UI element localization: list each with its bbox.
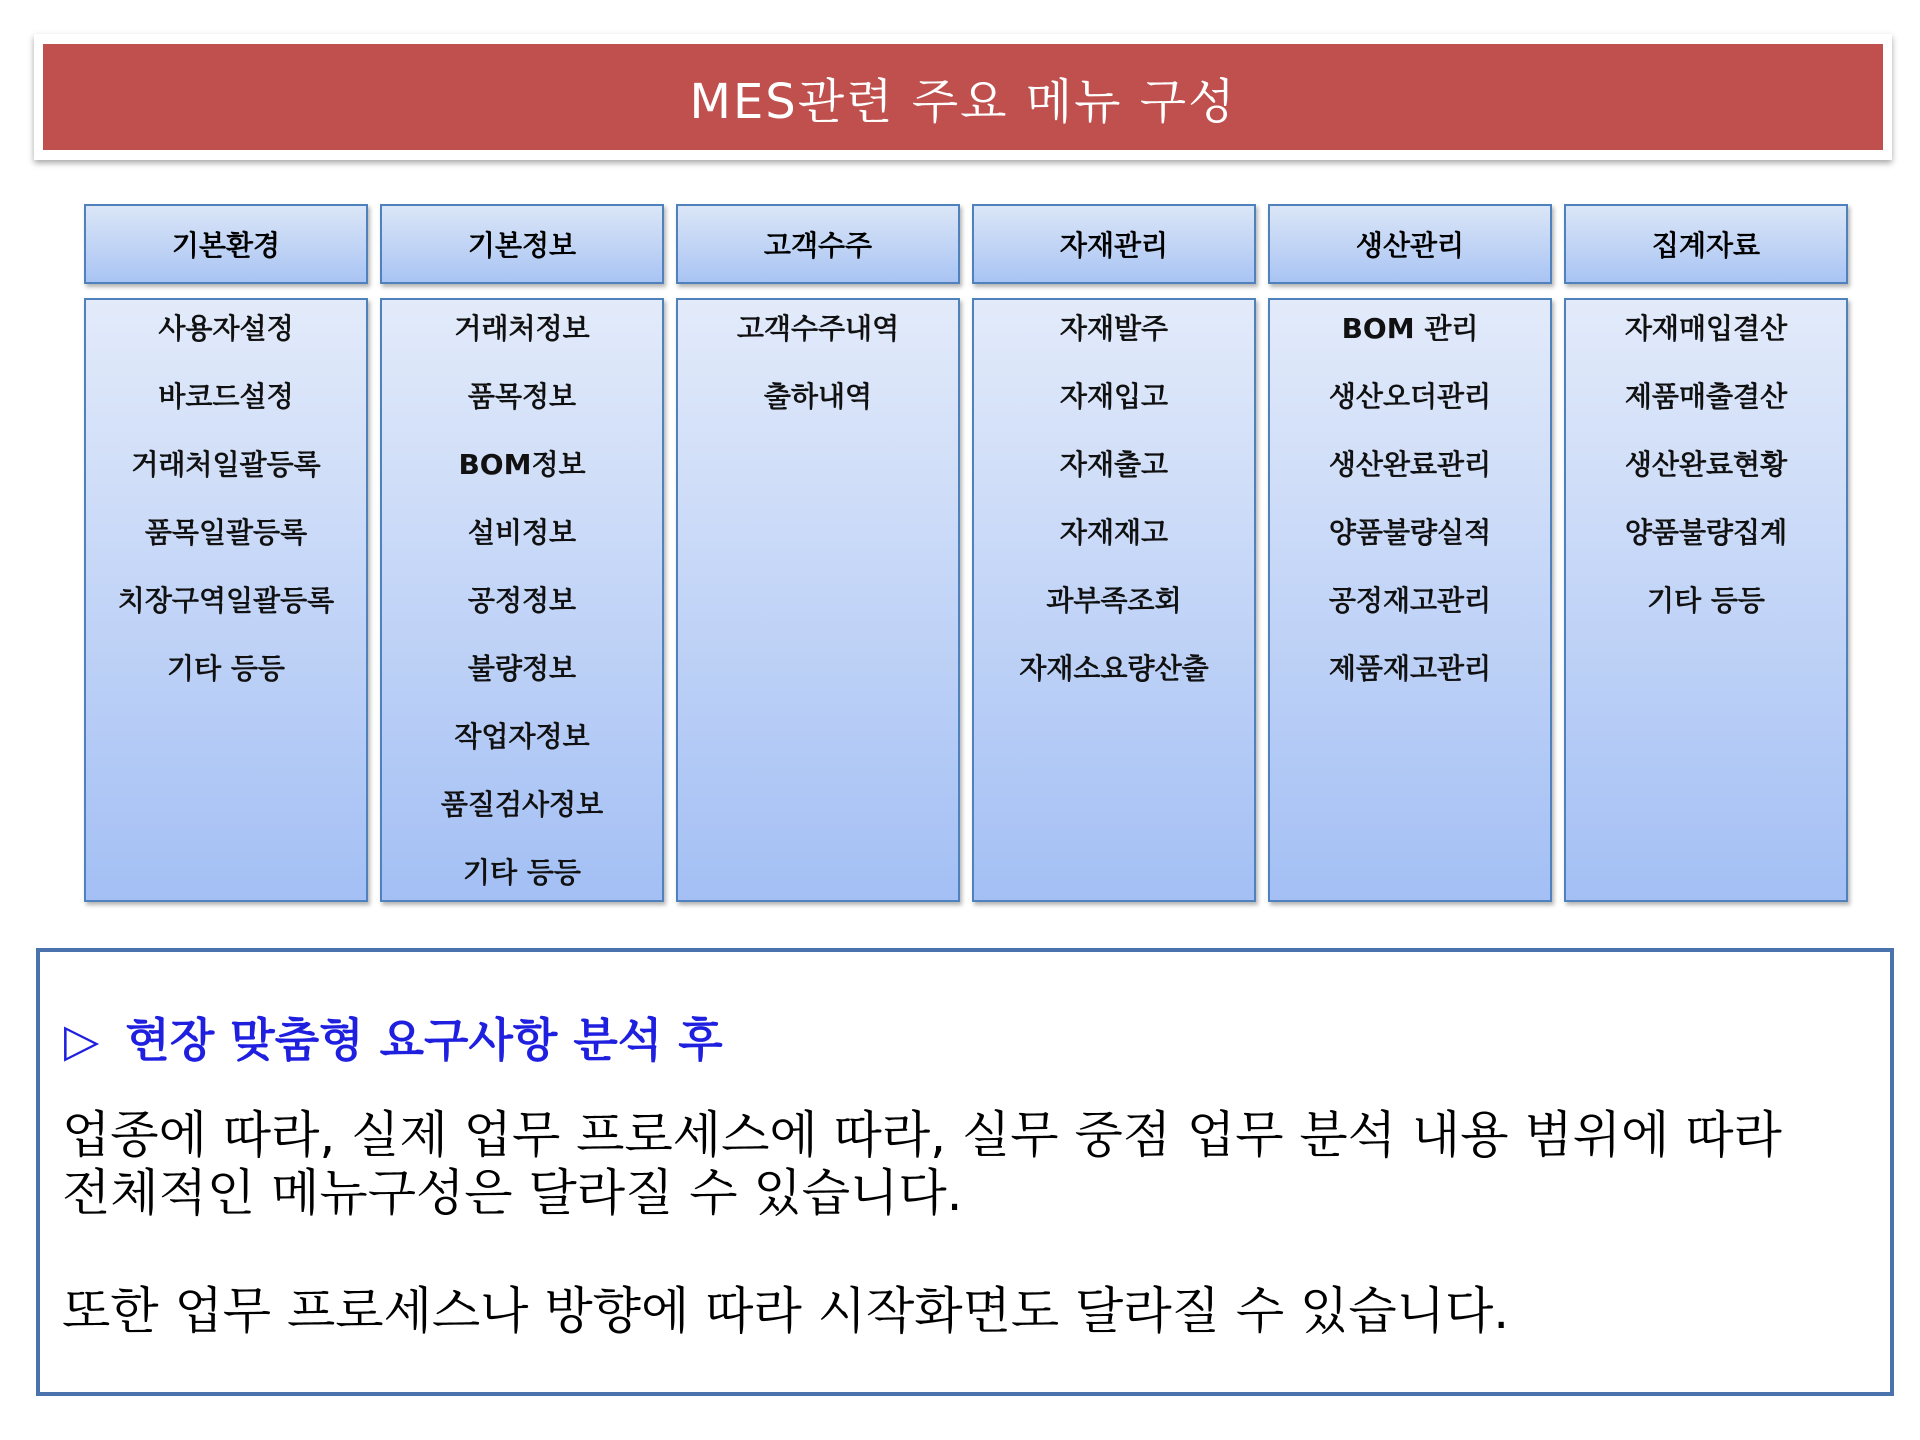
menu-item: 품목정보: [467, 380, 577, 413]
menu-item: 자재재고: [1059, 516, 1169, 549]
menu-column-basic-env: [84, 204, 368, 902]
menu-column-summary: [1564, 204, 1848, 902]
column-header: [84, 204, 368, 284]
menu-item: 기타 등등: [463, 856, 581, 889]
column-body: [676, 298, 960, 902]
column-header: [1564, 204, 1848, 284]
menu-item: 제품매출결산: [1624, 380, 1788, 413]
menu-item: 자재소요량산출: [1019, 652, 1209, 685]
column-header: [972, 204, 1256, 284]
column-header-label: 집계자료: [1651, 229, 1761, 262]
menu-item: 양품불량실적: [1328, 516, 1492, 549]
menu-item: 생산완료관리: [1328, 448, 1492, 481]
column-header-label: 자재관리: [1059, 229, 1169, 262]
note-box: [36, 948, 1894, 1396]
note-heading: [64, 1004, 723, 1070]
note-line: 전체적인 메뉴구성은 달라질 수 있습니다.: [62, 1164, 963, 1222]
menu-item: 자재출고: [1059, 448, 1169, 481]
menu-item: 사용자설정: [158, 312, 294, 345]
note-line: 업종에 따라, 실제 업무 프로세스에 따라, 실무 중점 업무 분석 내용 범위에 따라: [62, 1106, 1782, 1164]
page-title: MES관련 주요 메뉴 구성: [689, 73, 1237, 130]
note-paragraph-2: 또한 업무 프로세스나 방향에 따라 시작화면도 달라질 수 있습니다.: [62, 1282, 1510, 1340]
menu-item: 품질검사정보: [440, 788, 604, 821]
column-body: [1564, 298, 1848, 902]
column-body: [380, 298, 664, 902]
menu-item: 바코드설정: [158, 380, 294, 413]
note-paragraph-1: [62, 1106, 1862, 1222]
column-body: [972, 298, 1256, 902]
menu-item: 거래처정보: [454, 312, 590, 345]
menu-item: 공정재고관리: [1328, 584, 1492, 617]
menu-item: 설비정보: [467, 516, 577, 549]
column-body: [84, 298, 368, 902]
menu-item: 자재매입결산: [1624, 312, 1788, 345]
menu-item: 품목일괄등록: [144, 516, 308, 549]
menu-item: 자재발주: [1059, 312, 1169, 345]
menu-item: 기타 등등: [1647, 584, 1765, 617]
menu-item: 공정정보: [467, 584, 577, 617]
menu-item: BOM 관리: [1341, 312, 1479, 345]
menu-item: 생산오더관리: [1328, 380, 1492, 413]
menu-item: 치장구역일괄등록: [117, 584, 335, 617]
menu-column-basic-info: [380, 204, 664, 902]
column-header-label: 기본정보: [467, 229, 577, 262]
note-heading-text: 현장 맞춤형 요구사항 분석 후: [125, 1013, 723, 1067]
column-header-label: 고객수주: [763, 229, 873, 262]
column-body: [1268, 298, 1552, 902]
menu-item: 과부족조회: [1046, 584, 1182, 617]
menu-item: 양품불량집계: [1624, 516, 1788, 549]
column-header: [1268, 204, 1552, 284]
menu-item: 자재입고: [1059, 380, 1169, 413]
column-header-label: 기본환경: [171, 229, 281, 262]
menu-item: 거래처일괄등록: [131, 448, 321, 481]
menu-item: 작업자정보: [454, 720, 590, 753]
column-header-label: 생산관리: [1355, 229, 1465, 262]
menu-item: 출하내역: [763, 380, 873, 413]
column-header: [380, 204, 664, 284]
menu-item: 기타 등등: [167, 652, 285, 685]
menu-column-materials: [972, 204, 1256, 902]
triangle-right-icon: ▷: [64, 1013, 100, 1067]
menu-item: 제품재고관리: [1328, 652, 1492, 685]
menu-column-customer-orders: [676, 204, 960, 902]
menu-column-production: [1268, 204, 1552, 902]
menu-item: 고객수주내역: [736, 312, 900, 345]
column-header: [676, 204, 960, 284]
menu-item: 불량정보: [467, 652, 577, 685]
menu-item: BOM정보: [458, 448, 586, 481]
menu-item: 생산완료현황: [1624, 448, 1788, 481]
